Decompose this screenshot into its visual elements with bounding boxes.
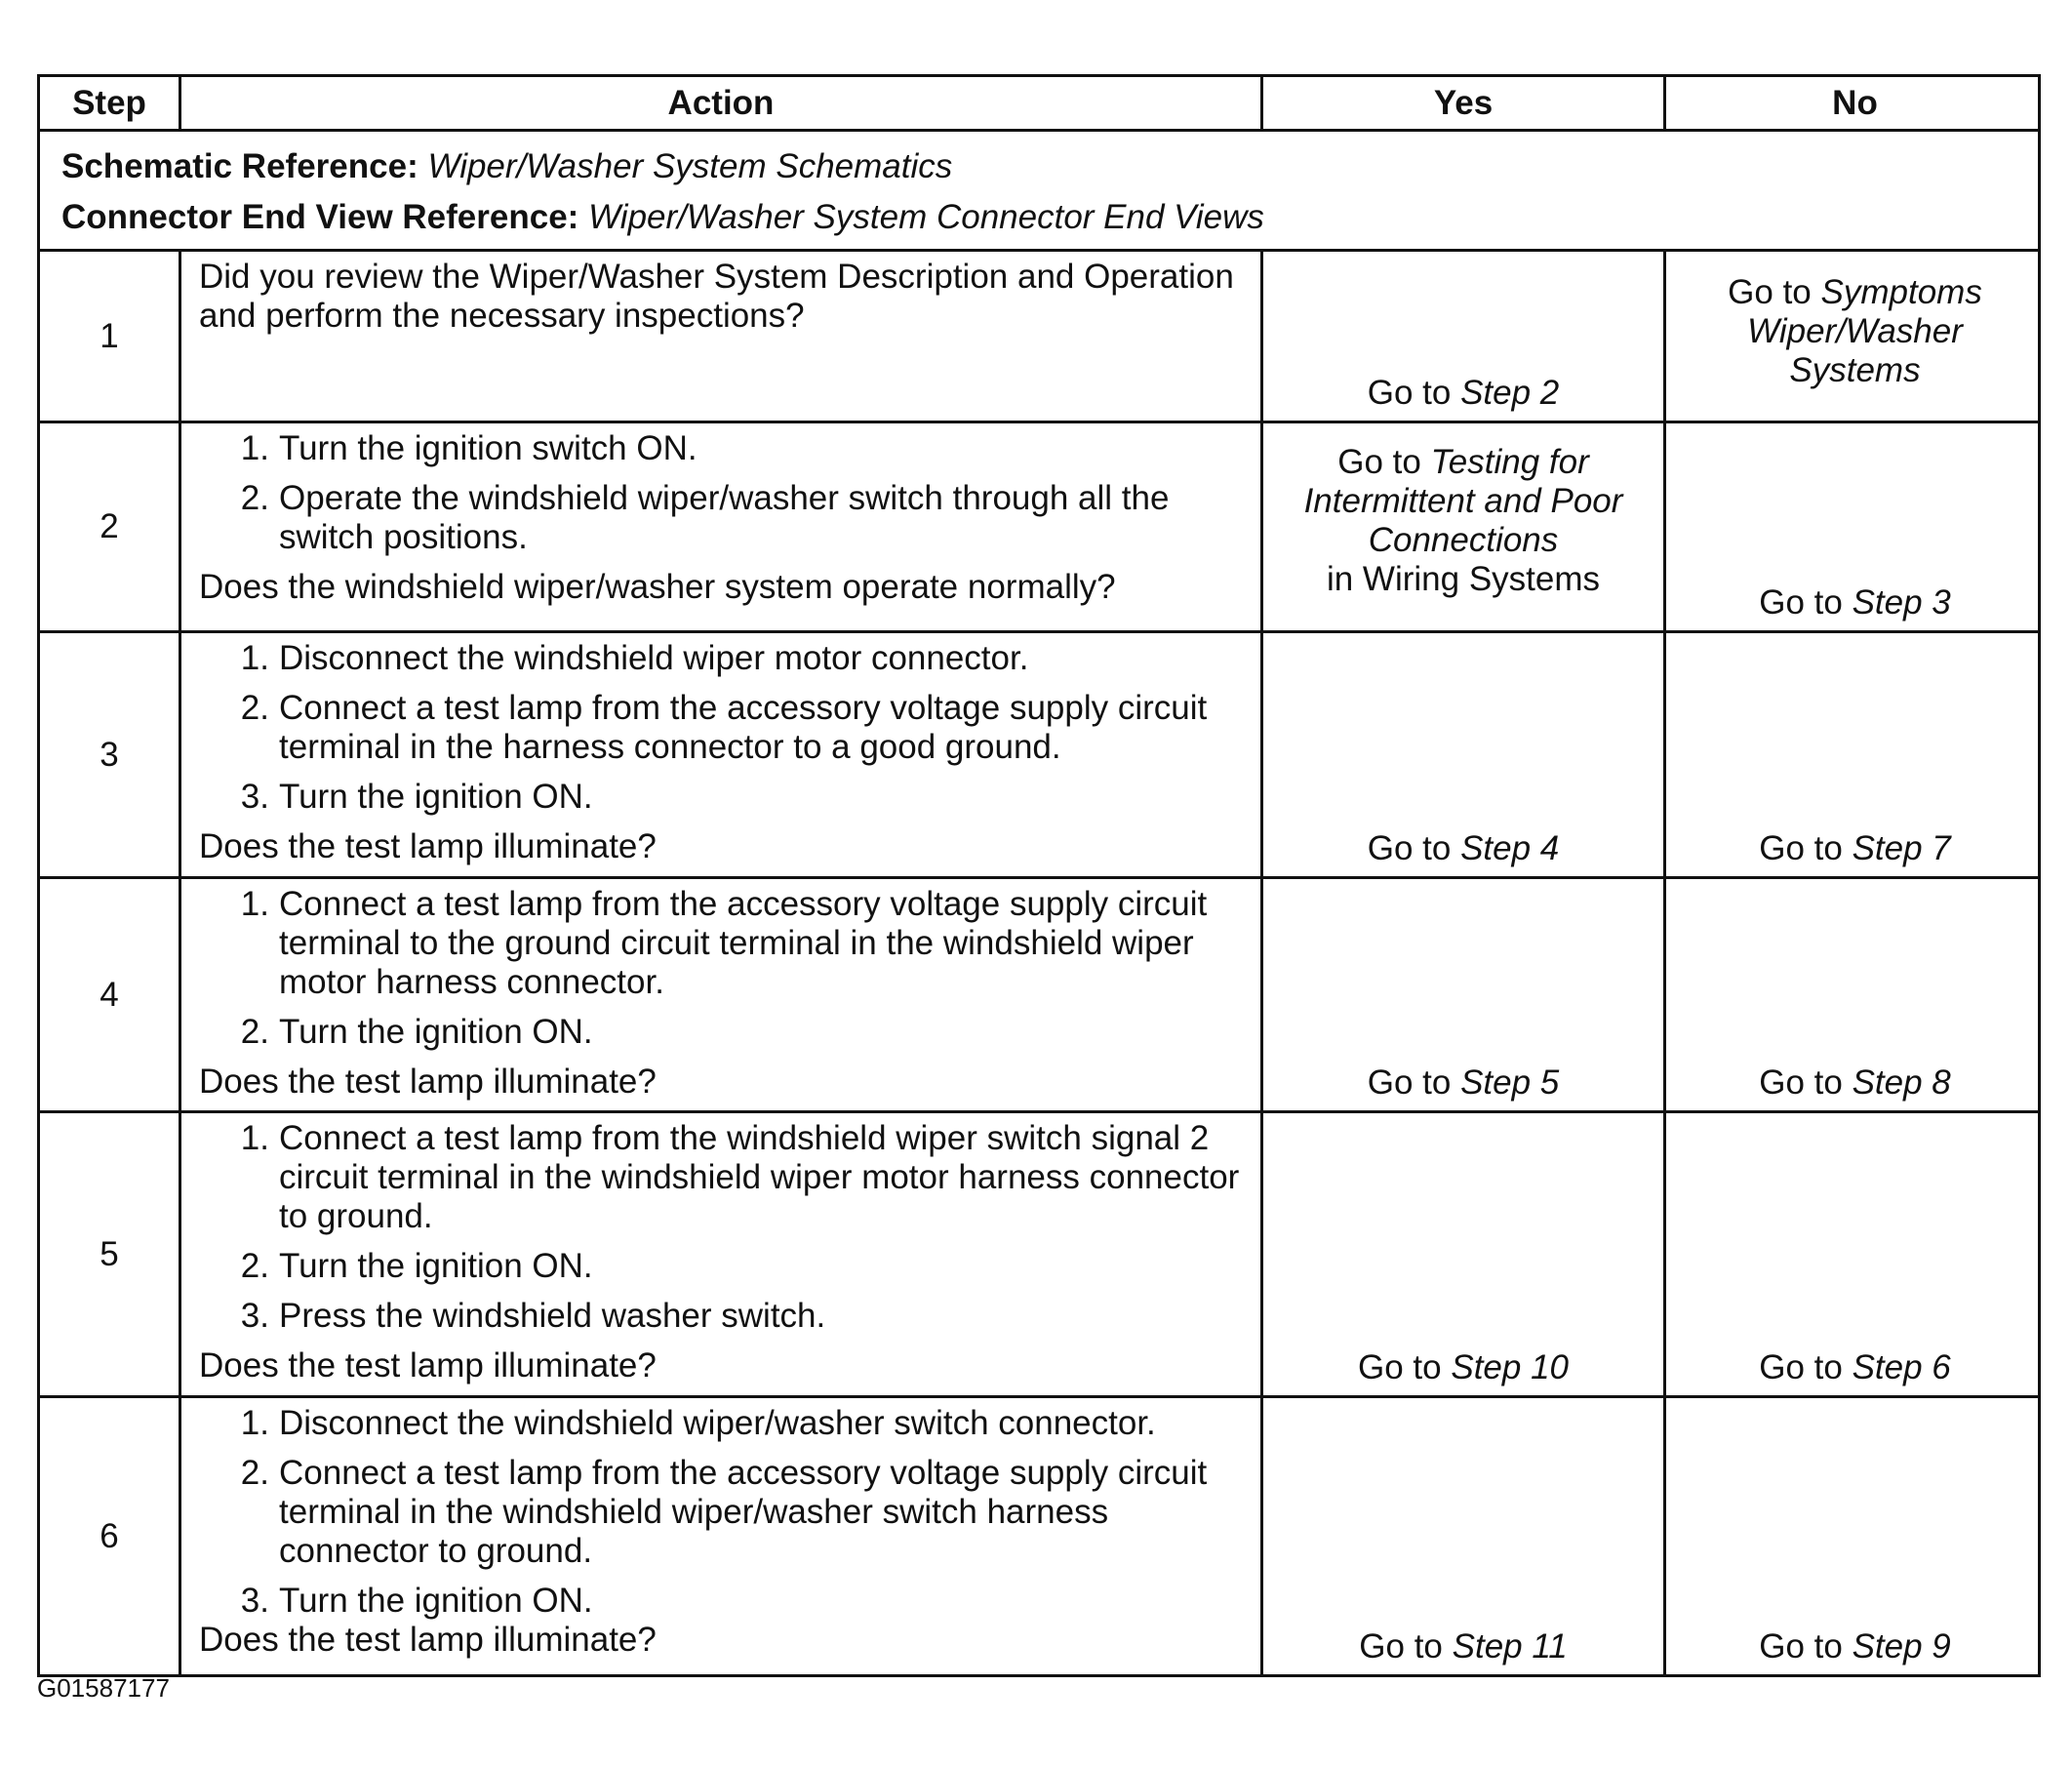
yes-result <box>1358 1348 1569 1387</box>
yes-result <box>1359 1627 1567 1666</box>
yes-result <box>1368 1064 1560 1103</box>
action-step: Press the windshield washer switch. <box>279 1297 826 1335</box>
table-header-row <box>40 77 2038 132</box>
action-question: Does the test lamp illuminate? <box>199 1621 657 1659</box>
no-result <box>1759 583 1951 622</box>
no-prefix: Go to <box>1759 583 1843 622</box>
yes-cell <box>1260 633 1663 876</box>
action-step: Connect a test lamp from the accessory voltage supply circuit terminal in the harness connector to a good ground. <box>279 689 1208 766</box>
header-no: No <box>1663 77 2044 129</box>
yes-result <box>1368 374 1560 413</box>
action-step: Connect a test lamp from the windshield wiper switch signal 2 circuit terminal in the windshield wiper motor harness connector to ground. <box>279 1119 1240 1235</box>
yes-target-link[interactable]: Step 11 <box>1452 1627 1568 1666</box>
yes-prefix: Go to <box>1358 1348 1442 1386</box>
no-target-link[interactable]: Symptoms Wiper/Washer Systems <box>1747 273 1982 389</box>
schematic-reference <box>61 141 2016 192</box>
action-cell <box>179 879 1260 1110</box>
action-cell <box>179 633 1260 876</box>
yes-cell <box>1260 1113 1663 1395</box>
no-cell <box>1663 1113 2044 1395</box>
table-row <box>40 879 2038 1113</box>
no-prefix: Go to <box>1759 829 1843 867</box>
action-step: Disconnect the windshield wiper motor connector. <box>279 639 1029 677</box>
action-step: Turn the ignition ON. <box>279 778 593 816</box>
action-question: Does the windshield wiper/washer system operate normally? <box>199 568 1116 606</box>
table-row <box>40 1398 2038 1674</box>
no-result <box>1759 829 1951 868</box>
action-steps <box>199 639 1243 817</box>
connector-reference-link[interactable]: Wiper/Washer System Connector End Views <box>588 198 1264 236</box>
header-yes: Yes <box>1260 77 1663 129</box>
action-step: Connect a test lamp from the accessory voltage supply circuit terminal to the ground circuit terminal in the windshield wiper motor harness connector. <box>279 885 1208 1001</box>
table-row <box>40 633 2038 879</box>
action-step: Turn the ignition switch ON. <box>279 429 697 467</box>
no-result <box>1759 1627 1951 1666</box>
action-text: Did you review the Wiper/Washer System Description and Operation and perform the necessary inspections? <box>199 258 1234 335</box>
no-prefix: Go to <box>1759 1064 1843 1102</box>
yes-target-link[interactable]: Testing for Intermittent and Poor Connections <box>1303 443 1623 559</box>
yes-cell <box>1260 879 1663 1110</box>
connector-reference-label: Connector End View Reference: <box>61 198 579 236</box>
yes-prefix: Go to <box>1367 1064 1452 1102</box>
connector-reference <box>61 192 2016 243</box>
yes-target-link[interactable]: Step 5 <box>1460 1064 1560 1102</box>
action-question: Does the test lamp illuminate? <box>199 1346 657 1385</box>
action-steps <box>199 1404 1243 1621</box>
yes-prefix: Go to <box>1337 443 1421 481</box>
action-cell <box>179 1113 1260 1395</box>
yes-target-link[interactable]: Step 4 <box>1460 829 1560 867</box>
action-step: Disconnect the windshield wiper/washer switch connector. <box>279 1404 1156 1442</box>
no-cell <box>1663 423 2044 630</box>
no-cell <box>1663 879 2044 1110</box>
no-result <box>1759 1348 1951 1387</box>
yes-target-link[interactable]: Step 10 <box>1451 1348 1569 1386</box>
step-number: 4 <box>100 975 119 1014</box>
yes-prefix: Go to <box>1367 829 1452 867</box>
action-question: Does the test lamp illuminate? <box>199 1063 657 1101</box>
yes-prefix: Go to <box>1359 1627 1443 1666</box>
action-step: Connect a test lamp from the accessory voltage supply circuit terminal in the windshield wiper/washer switch harness connector to ground. <box>279 1454 1208 1570</box>
yes-cell <box>1260 1398 1663 1674</box>
step-number: 1 <box>100 316 119 355</box>
yes-cell <box>1260 423 1663 630</box>
yes-prefix: Go to <box>1367 374 1452 412</box>
action-step: Turn the ignition ON. <box>279 1013 593 1051</box>
no-target-link[interactable]: Step 7 <box>1852 829 1951 867</box>
no-result <box>1719 273 1992 390</box>
no-target-link[interactable]: Step 3 <box>1852 583 1951 622</box>
yes-suffix: in Wiring Systems <box>1326 560 1601 598</box>
action-cell <box>179 423 1260 630</box>
no-prefix: Go to <box>1728 273 1812 311</box>
yes-result <box>1288 443 1639 599</box>
action-question: Does the test lamp illuminate? <box>199 827 657 865</box>
no-target-link[interactable]: Step 8 <box>1852 1064 1951 1102</box>
no-prefix: Go to <box>1759 1348 1843 1386</box>
schematic-reference-label: Schematic Reference: <box>61 147 418 185</box>
references-block <box>40 132 2038 252</box>
action-cell <box>179 252 1260 421</box>
header-action: Action <box>179 77 1260 129</box>
yes-target-link[interactable]: Step 2 <box>1460 374 1560 412</box>
table-row <box>40 423 2038 633</box>
action-step: Turn the ignition ON. <box>279 1247 593 1285</box>
action-cell <box>179 1398 1260 1674</box>
no-target-link[interactable]: Step 9 <box>1852 1627 1951 1666</box>
step-number: 3 <box>100 735 119 774</box>
yes-result <box>1368 829 1560 868</box>
no-cell <box>1663 633 2044 876</box>
action-steps <box>199 1119 1243 1336</box>
no-cell <box>1663 252 2044 421</box>
no-target-link[interactable]: Step 6 <box>1852 1348 1951 1386</box>
no-prefix: Go to <box>1759 1627 1843 1666</box>
table-row <box>40 252 2038 423</box>
action-step: Turn the ignition ON. <box>279 1582 593 1620</box>
action-steps <box>199 429 1243 557</box>
diagnostic-table <box>37 74 2041 1677</box>
header-step: Step <box>72 84 146 122</box>
table-row <box>40 1113 2038 1398</box>
yes-cell <box>1260 252 1663 421</box>
step-number: 5 <box>100 1234 119 1273</box>
figure-id: G01587177 <box>37 1673 170 1703</box>
no-cell <box>1663 1398 2044 1674</box>
step-number: 2 <box>100 507 119 545</box>
action-steps <box>199 885 1243 1052</box>
step-number: 6 <box>100 1516 119 1555</box>
action-step: Operate the windshield wiper/washer switch through all the switch positions. <box>279 479 1170 556</box>
no-result <box>1759 1064 1951 1103</box>
schematic-reference-link[interactable]: Wiper/Washer System Schematics <box>427 147 953 185</box>
